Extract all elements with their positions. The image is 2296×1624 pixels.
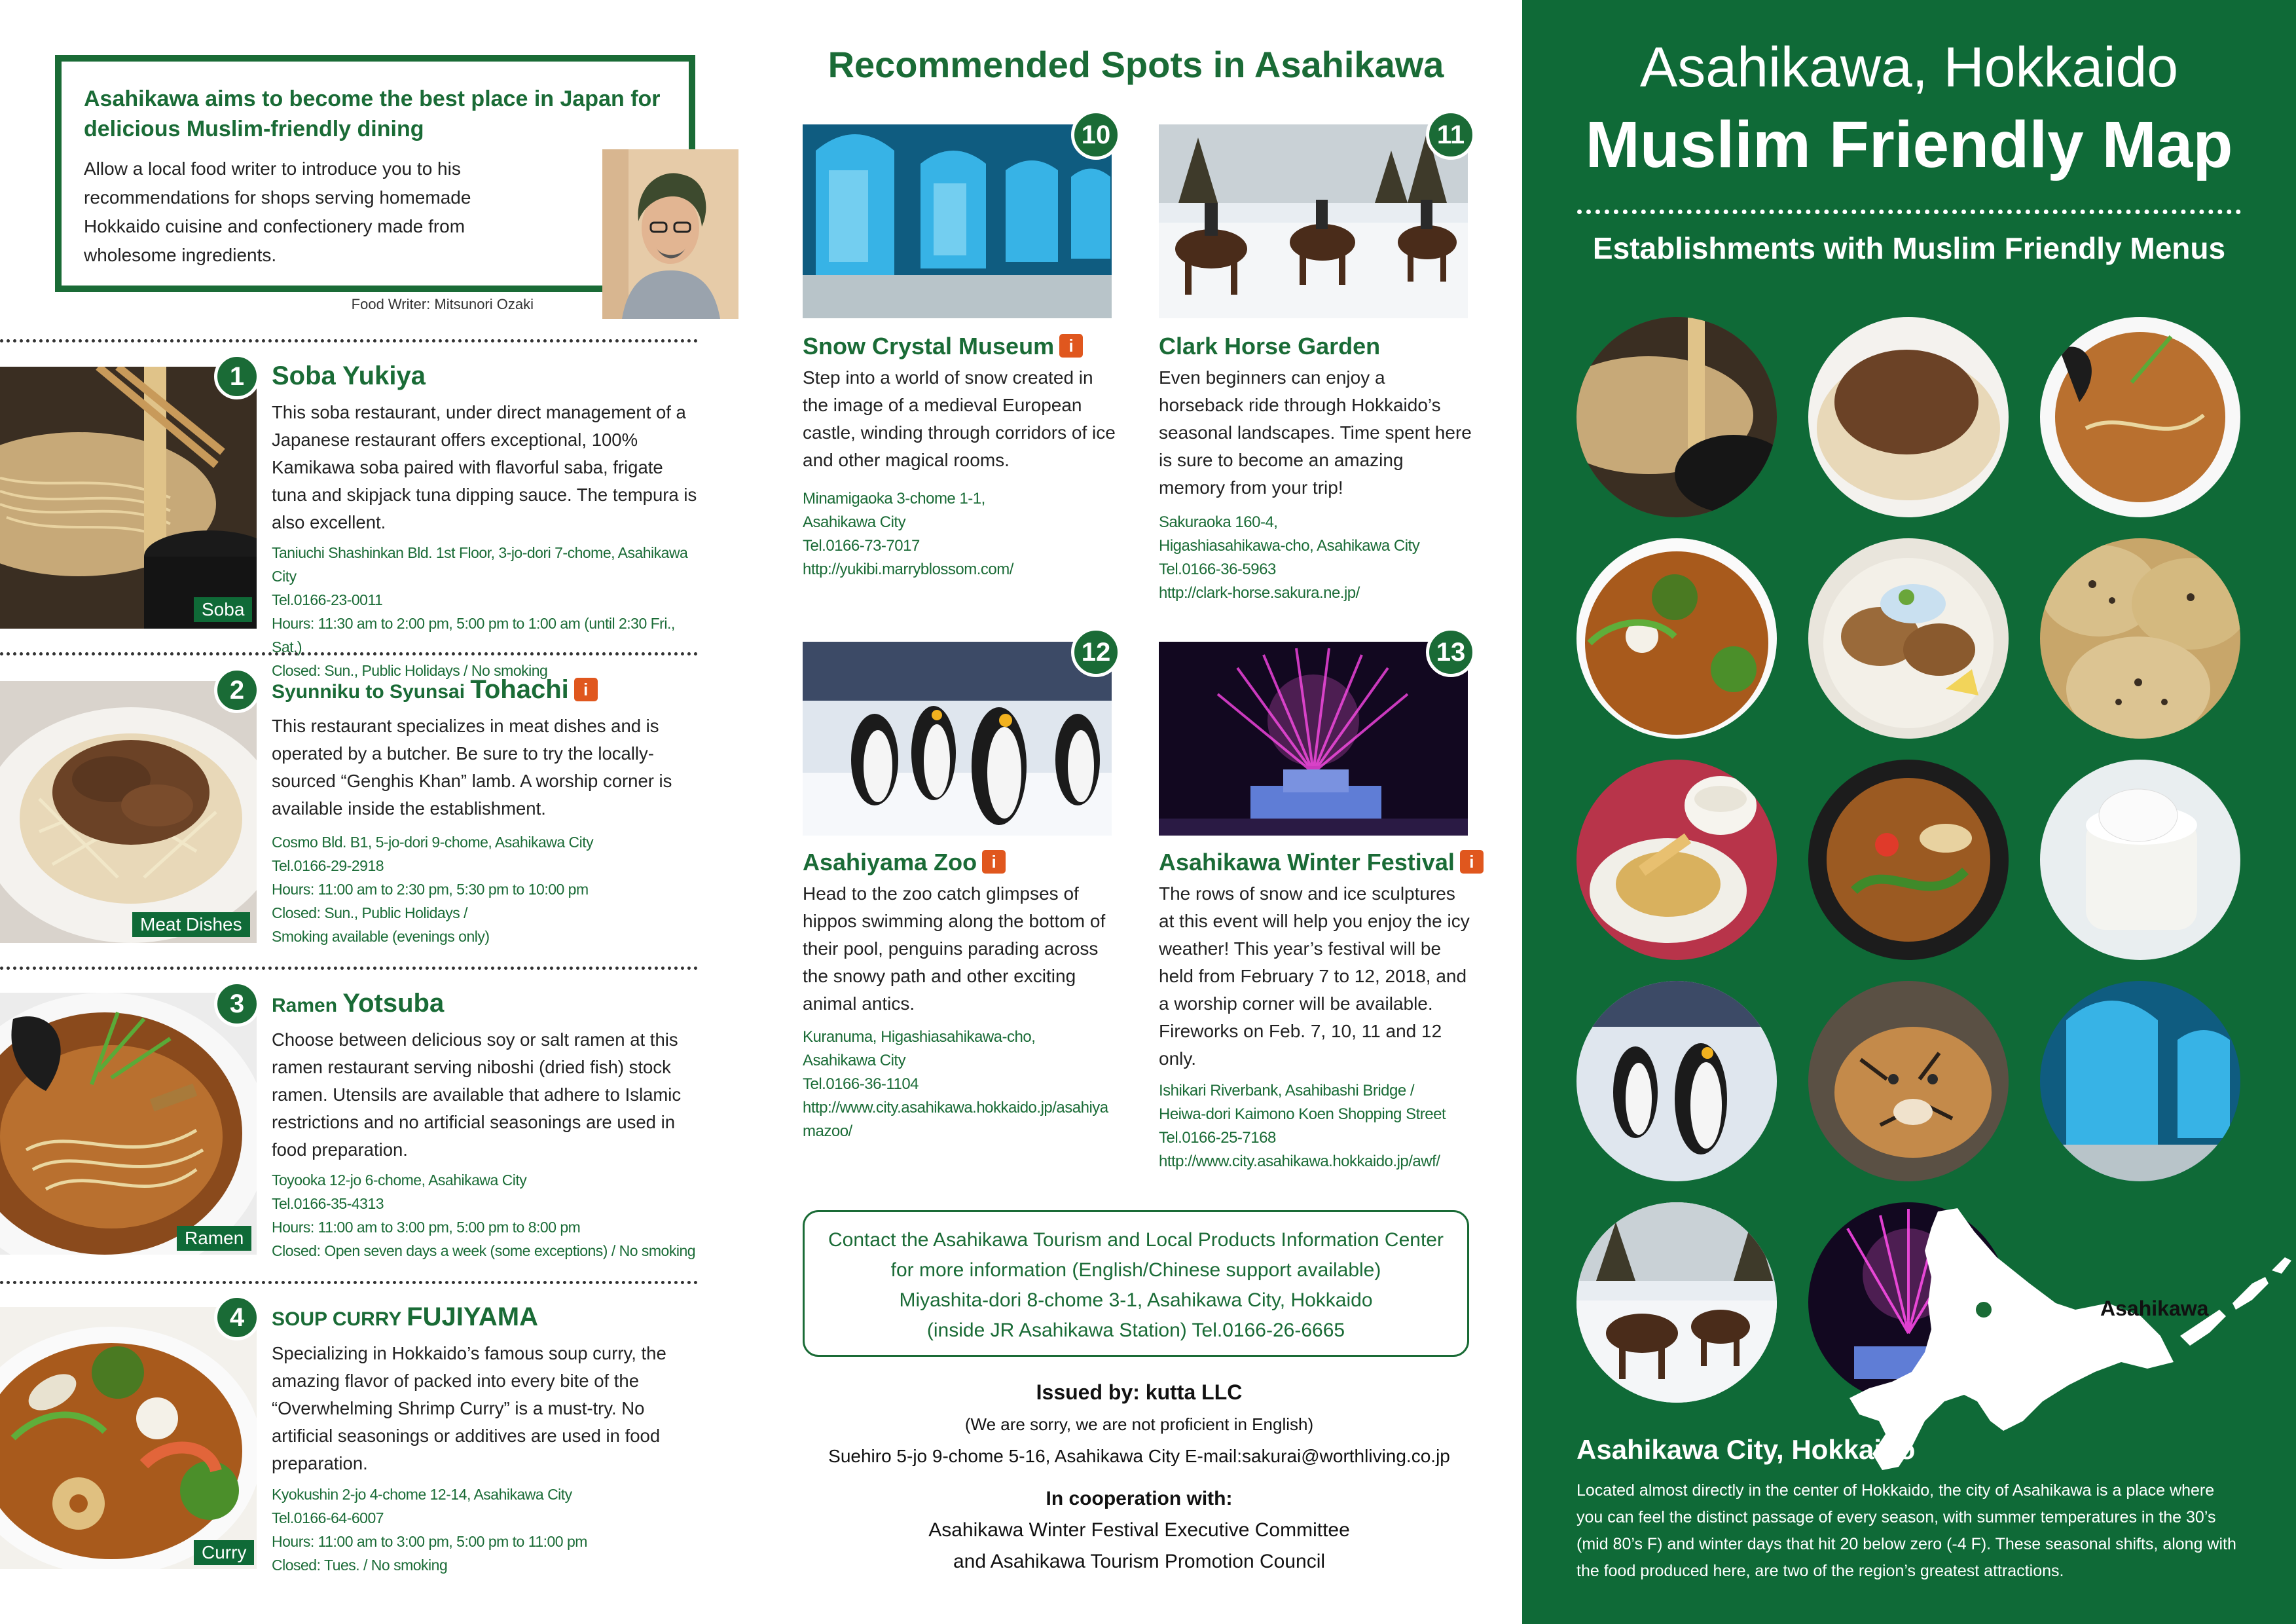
shop-title <box>272 1302 538 1332</box>
spot-address: Minamigaoka 3-chome 1-1, <box>803 490 985 507</box>
spot-url: http://www.city.asahikawa.hokkaido.jp/awf/ <box>1159 1153 1440 1170</box>
spot-number: 13 <box>1426 627 1476 677</box>
divider <box>0 339 698 342</box>
city-description: Located almost directly in the center of Hokkaido, the city of Asahikawa is a place where you can feel the distinct passage of every season, with summer temperatures in the 30’s (mid 80’s F) and winter days that hit 20 below zero (-4 F). These seasonal shifts, along with the food produced here, are two of the region’s greatest attractions. <box>1576 1481 2236 1580</box>
shop-closed: Closed: Sun., Public Holidays / No smoking <box>272 662 548 679</box>
spot-address-city: Higashiasahikawa-cho, Asahikawa City <box>1159 537 1420 555</box>
shop-name: FUJIYAMA <box>407 1302 538 1331</box>
shop-photo-meat <box>0 681 257 943</box>
photo-circle-soba <box>1576 317 1777 517</box>
shop-tel: Tel.0166-29-2918 <box>272 857 384 874</box>
spot-address: Sakuraoka 160-4, <box>1159 513 1278 531</box>
intro-body: Allow a local food writer to introduce you to his recommendations for shops serving homemade Hokkaido cuisine and confectionery made from wholesome ingredients. <box>84 158 471 265</box>
spot-tel: Tel.0166-36-5963 <box>1159 561 1276 578</box>
shop-number: 3 <box>214 981 260 1027</box>
spot-address-cont: Heiwa-dori Kaimono Koen Shopping Street <box>1159 1105 1446 1123</box>
contact-line: for more information (English/Chinese support available) <box>890 1259 1381 1281</box>
spot-name: Asahikawa Winter Festival <box>1159 849 1455 876</box>
issued-by: Issued by: kutta LLC <box>1036 1380 1243 1404</box>
cooperation-label: In cooperation with: <box>1046 1488 1233 1509</box>
spot-number: 11 <box>1426 110 1476 160</box>
shop-info <box>272 1483 704 1577</box>
shop-address: Cosmo Bld. B1, 5-jo-dori 9-chome, Asahikawa City <box>272 834 594 851</box>
spot-name: Asahiyama Zoo <box>803 849 977 876</box>
shop-tag: Soba <box>194 597 252 622</box>
intro-title: Asahikawa aims to become the best place in Japan for delicious Muslim-friendly dining <box>84 86 661 141</box>
photo-circle-noodle-soup <box>1808 760 2009 960</box>
shop-name: Tohachi <box>470 675 569 704</box>
spot-url: http://yukibi.marryblossom.com/ <box>803 561 1013 578</box>
spot-info <box>803 487 1117 581</box>
spot-info <box>1159 1079 1473 1173</box>
shop-address: Kyokushin 2-jo 4-chome 12-14, Asahikawa City <box>272 1486 572 1503</box>
shop-hours: Hours: 11:30 am to 2:00 pm, 5:00 pm to 1:00 am (until 2:30 Fri., Sat.) <box>272 615 675 655</box>
shop-name: Soba Yukiya <box>272 361 426 390</box>
panel-divider <box>1577 210 2241 214</box>
shop-info <box>272 1168 704 1263</box>
panel-subtitle: Asahikawa, Hokkaido <box>1639 36 2179 99</box>
spots-heading: Recommended Spots in Asahikawa <box>828 44 1444 85</box>
spot-description: Step into a world of snow created in the image of a medieval European castle, winding through corridors of ice and other magical rooms. <box>803 367 1116 470</box>
spot-photo-asahiyama-zoo <box>803 642 1112 836</box>
panel-tagline: Establishments with Muslim Friendly Menus <box>1592 231 2226 265</box>
shop-description: Choose between delicious soy or salt ramen at this ramen restaurant serving niboshi (dried fish) stock ramen. Utensils are available that adhere to Islamic restrictions and no artificial seasonings are used in food preparation. <box>272 1029 682 1160</box>
intro-box <box>55 55 695 292</box>
shop-number: 4 <box>214 1295 260 1340</box>
contact-line: Miyashita-dori 8-chome 3-1, Asahikawa City, Hokkaido <box>899 1289 1373 1311</box>
photo-circle-cookies <box>2040 538 2240 739</box>
spot-title <box>1159 849 1484 876</box>
shop-address: Taniuchi Shashinkan Bld. 1st Floor, 3-jo-dori 7-chome, Asahikawa City <box>272 544 688 585</box>
spot-description: Head to the zoo catch glimpses of hippos swimming along the bottom of their pool, penguins parading across the snowy path and other exciting animal antics. <box>803 883 1106 1014</box>
shop-tag: Curry <box>194 1540 254 1565</box>
spot-description: The rows of snow and ice sculptures at this event will help you enjoy the icy weather! This year’s festival will be held from February 7 to 12, 2018, and a worship corner will be available. Fireworks on Feb. 7, 10, 11 and 12 only. <box>1159 883 1470 1069</box>
photo-circle-tiger <box>1808 981 2009 1181</box>
shop-photo-ramen <box>0 993 257 1255</box>
spot-tel: Tel.0166-73-7017 <box>803 537 920 555</box>
spot-info <box>803 1025 1117 1143</box>
spot-number: 10 <box>1071 110 1121 160</box>
spot-name: Clark Horse Garden <box>1159 333 1381 360</box>
spot-url-cont: mazoo/ <box>803 1122 852 1140</box>
photo-circle-meat <box>1808 317 2009 517</box>
shop-info <box>272 830 704 948</box>
shop-tel: Tel.0166-35-4313 <box>272 1195 384 1212</box>
spot-name: Snow Crystal Museum <box>803 333 1055 360</box>
shop-address: Toyooka 12-jo 6-chome, Asahikawa City <box>272 1172 527 1189</box>
shop-closed: Closed: Sun., Public Holidays / <box>272 904 467 921</box>
spot-title <box>803 849 1006 876</box>
spot-address: Ishikari Riverbank, Asahibashi Bridge / <box>1159 1082 1415 1099</box>
shop-name: Yotsuba <box>342 989 445 1018</box>
writer-photo <box>602 149 738 319</box>
shop-hours: Hours: 11:00 am to 3:00 pm, 5:00 pm to 11:00 pm <box>272 1533 587 1550</box>
contact-line: (inside JR Asahikawa Station) Tel.0166-26-6665 <box>926 1320 1345 1341</box>
spot-photo-winter-festival <box>1159 642 1468 836</box>
city-title: Asahikawa City, Hokkaido <box>1576 1434 1916 1465</box>
photo-circle-horses <box>1576 1202 1777 1403</box>
shop-number: 2 <box>214 667 260 713</box>
spot-tel: Tel.0166-36-1104 <box>803 1075 919 1093</box>
info-icon: i <box>1059 334 1083 358</box>
contact-line: Contact the Asahikawa Tourism and Local Products Information Center <box>828 1229 1444 1251</box>
spot-tel: Tel.0166-25-7168 <box>1159 1129 1276 1147</box>
map-city-label: Asahikawa <box>2100 1297 2209 1320</box>
contact-box <box>803 1210 1469 1357</box>
shop-info <box>272 541 704 682</box>
photo-circle-curry <box>1576 538 1777 739</box>
shop-title <box>272 361 426 391</box>
divider <box>0 967 698 970</box>
shop-tel: Tel.0166-64-6007 <box>272 1509 384 1526</box>
shop-closed: Closed: Open seven days a week (some exceptions) / No smoking <box>272 1242 696 1259</box>
spot-number: 12 <box>1071 627 1121 677</box>
shop-photo-curry <box>0 1307 257 1569</box>
shop-description: Specializing in Hokkaido’s famous soup curry, the amazing flavor of packed into every bite of the “Overwhelming Shrimp Curry” is a must-try. No artificial seasonings or additives are used in food preparation. <box>272 1343 666 1473</box>
spot-address: Kuranuma, Higashiasahikawa-cho, <box>803 1028 1036 1046</box>
spot-title <box>803 333 1083 360</box>
shop-description: This soba restaurant, under direct management of a Japanese restaurant offers exceptional, 100% Kamikawa soba paired with flavorful saba, frigate tuna and skipjack tuna dipping sauce. The tempura is also excellent. <box>272 402 697 532</box>
issued-apology: (We are sorry, we are not proficient in English) <box>964 1414 1314 1434</box>
spot-photo-clark-horse-garden <box>1159 124 1468 318</box>
spot-photo-snow-crystal-museum <box>803 124 1112 318</box>
photo-circle-ice-museum <box>2040 981 2240 1181</box>
shop-tel: Tel.0166-23-0011 <box>272 591 383 608</box>
spot-description: Even beginners can enjoy a horseback ride through Hokkaido’s seasonal landscapes. Time spent here is sure to become an amazing memory from your trip! <box>1159 367 1472 498</box>
shop-title <box>272 675 598 705</box>
shop-title <box>272 989 444 1018</box>
spot-address-city: Asahikawa City <box>803 513 906 531</box>
photo-circle-dessert <box>2040 760 2240 960</box>
info-icon: i <box>1460 850 1484 874</box>
shop-description: This restaurant specializes in meat dishes and is operated by a butcher. Be sure to try the locally-sourced “Genghis Khan” lamb. A worship corner is available inside the establishment. <box>272 716 672 819</box>
shop-title-prefix: Ramen <box>272 995 343 1016</box>
photo-circle-ramen <box>2040 317 2240 517</box>
info-icon: i <box>574 678 598 701</box>
writer-caption: Food Writer: Mitsunori Ozaki <box>351 296 534 312</box>
issued-address: Suehiro 5-jo 9-chome 5-16, Asahikawa City E-mail:sakurai@worthliving.co.jp <box>828 1446 1450 1466</box>
shop-smoking: Smoking available (evenings only) <box>272 928 490 945</box>
shop-number: 1 <box>214 354 260 399</box>
shop-tag: Ramen <box>177 1226 251 1251</box>
cooperation-line: Asahikawa Winter Festival Executive Committee <box>928 1519 1350 1541</box>
shop-photo-soba <box>0 367 257 629</box>
spot-title <box>1159 333 1380 360</box>
spot-address-city: Asahikawa City <box>803 1052 906 1069</box>
shop-hours: Hours: 11:00 am to 2:30 pm, 5:30 pm to 10:00 pm <box>272 881 589 898</box>
spot-info <box>1159 511 1473 605</box>
shop-tag: Meat Dishes <box>132 912 250 937</box>
photo-circle-tempura <box>1576 760 1777 960</box>
divider <box>0 1281 698 1284</box>
spot-url: http://clark-horse.sakura.ne.jp/ <box>1159 584 1360 602</box>
cooperation-line: and Asahikawa Tourism Promotion Council <box>953 1551 1326 1572</box>
shop-closed: Closed: Tues. / No smoking <box>272 1557 448 1574</box>
photo-circle-fried-dish <box>1808 538 2009 739</box>
info-icon: i <box>982 850 1006 874</box>
shop-title-prefix: Syunniku to Syunsai <box>272 681 471 703</box>
panel-title: Muslim Friendly Map <box>1585 108 2233 181</box>
shop-hours: Hours: 11:00 am to 3:00 pm, 5:00 pm to 8:00 pm <box>272 1219 581 1236</box>
shop-title-prefix: SOUP CURRY <box>272 1308 407 1330</box>
spot-url: http://www.city.asahikawa.hokkaido.jp/asahiya <box>803 1099 1108 1116</box>
photo-circle-penguins <box>1576 981 1777 1181</box>
